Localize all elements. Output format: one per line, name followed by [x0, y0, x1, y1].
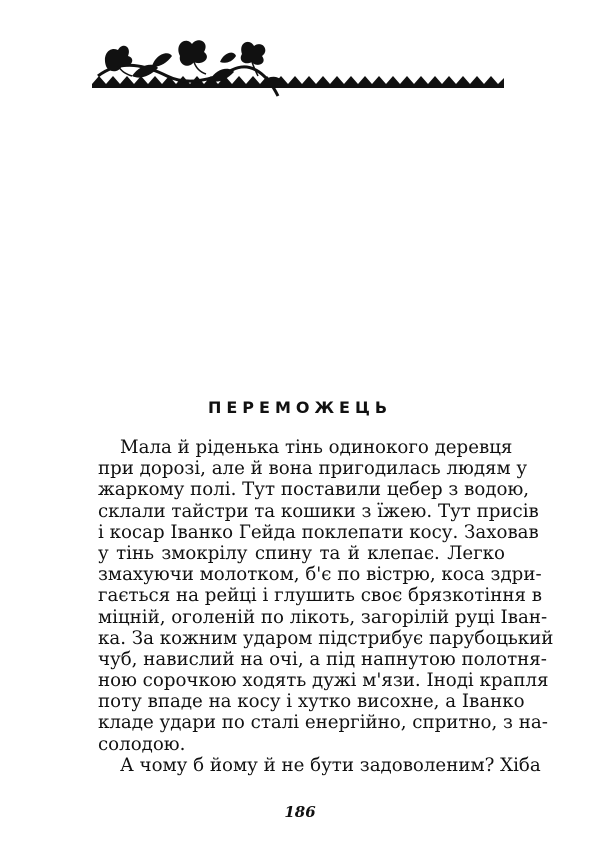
text-line: ною сорочкою ходять дужі м'язи. Іноді крапля: [98, 670, 549, 692]
text-line: жаркому полі. Тут поставили цебер з водою,: [98, 479, 530, 501]
text-line: кладе удари по сталі енергійно, спритно, з на-: [98, 712, 548, 734]
text-line: ка. За кожним ударом підстрибує парубоцький: [98, 627, 554, 649]
floral-border-icon: [92, 36, 504, 100]
paragraph: [98, 437, 554, 755]
text-line: у тінь змокрілу спину та й клепає. Легко: [98, 542, 505, 564]
text-line: гається на рейці і глушить своє брязкотіння в: [98, 585, 542, 607]
paragraph: [98, 754, 541, 776]
text-line: Мала й ріденька тінь одинокого деревця: [120, 437, 513, 458]
text-line: чуб, навислий на очі, а під напнутою полотня-: [98, 648, 547, 670]
text-line: склали тайстри та кошики з їжею. Тут присів: [98, 500, 539, 522]
story-text: [98, 437, 554, 776]
text-line: поту впаде на косу і хутко висохне, а Іванко: [98, 691, 525, 713]
text-line: при дорозі, але й вона пригодилась людям у: [98, 458, 528, 480]
text-line: і косар Іванко Гейда поклепати косу. Заховав: [98, 521, 539, 543]
text-line: солодою.: [98, 733, 186, 755]
text-line: змахуючи молотком, б'є по вістрю, коса здри-: [98, 564, 542, 586]
page-number: 186: [284, 803, 316, 821]
text-line: А чому б йому й не бути задоволеним? Хіба: [120, 754, 541, 776]
story-title: ПЕРЕМОЖЕЦЬ: [207, 398, 393, 417]
text-line: міцній, оголеній по лікоть, загорілій руці Іван-: [98, 606, 548, 628]
